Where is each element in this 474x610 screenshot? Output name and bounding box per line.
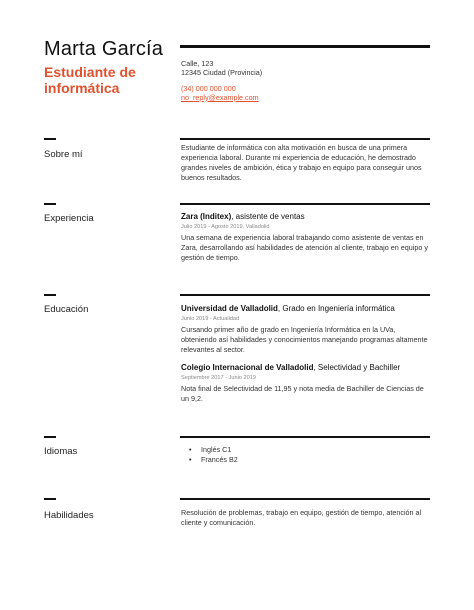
education-heading: Educación [44,304,89,315]
languages-heading: Idiomas [44,446,78,457]
contact-block [181,60,262,102]
education-dash [44,294,56,296]
entry-org: Zara (Inditex) [181,212,232,221]
entry-title [181,212,429,222]
languages-list [181,445,429,465]
education-list [181,304,429,404]
skills-heading: Habilidades [44,510,94,521]
education-entry [181,304,429,355]
phone-number: (34) 000 000 000 [181,84,236,94]
education-divider [180,294,430,296]
entry-dates: Septiembre 2017 - Junio 2019 [181,375,256,381]
entry-description: Cursando primer año de grado en Ingeniería Informática en la UVa, obteniendo así habilidades y conocimientos manejando programas altamente relevantes al sector. [181,325,428,354]
experience-heading: Experiencia [44,213,94,224]
profile-text: Estudiante de informática con alta motivación en busca de una primera experiencia laboral. Durante mi experiencia de educación, he demostrado grandes niveles de ambición, ética y trabajo en equipo para conseguir unos buenos resultados. [181,143,422,182]
education-entry [181,363,429,404]
entry-org: Universidad de Valladolid [181,304,278,313]
candidate-role: Estudiante de informática [44,64,136,96]
entry-position: , Grado en Ingeniería informática [277,304,395,313]
skills-dash [44,498,56,500]
candidate-name: Marta García [44,38,164,60]
experience-dash [44,203,56,205]
entry-description: Una semana de experiencia laboral trabajando como asistente de ventas en Zara, desarrollando así habilidades de atención al cliente, trabajo en equipo y gestión de tiempo. [181,233,428,262]
skills-divider [180,498,430,500]
languages-dash [44,436,56,438]
profile-dash [44,138,56,140]
address-line-1: Calle, 123 [181,59,214,68]
entry-title [181,304,429,314]
entry-dates: Julio 2019 - Agosto 2019, Valladolid [181,224,270,230]
address-line-2: 12345 Ciudad (Provincia) [181,67,263,77]
entry-org: Colegio Internacional de Valladolid [181,363,314,372]
language-item: • Francés B2 [201,455,429,465]
skills-text: Resolución de problemas, trabajo en equipo, gestión de tiempo, atención al cliente y comunicación. [181,508,422,527]
experience-divider [180,203,430,205]
email-link[interactable]: no_reply@example.com [181,92,259,102]
entry-description: Nota final de Selectividad de 11,95 y nota media de Bachiller de Ciencias de un 9,2. [181,384,424,403]
languages-divider [180,436,430,438]
profile-divider [180,138,430,140]
entry-position: , Selectividad y Bachiller [313,363,401,372]
entry-title [181,363,429,373]
experience-list [181,212,429,263]
entry-position: , asistente de ventas [231,212,305,221]
experience-entry [181,212,429,263]
header-divider [180,45,430,48]
entry-dates: Junio 2019 - Actualidad [181,316,240,322]
language-item: • Inglés C1 [201,445,429,455]
profile-heading: Sobre mí [44,149,83,160]
